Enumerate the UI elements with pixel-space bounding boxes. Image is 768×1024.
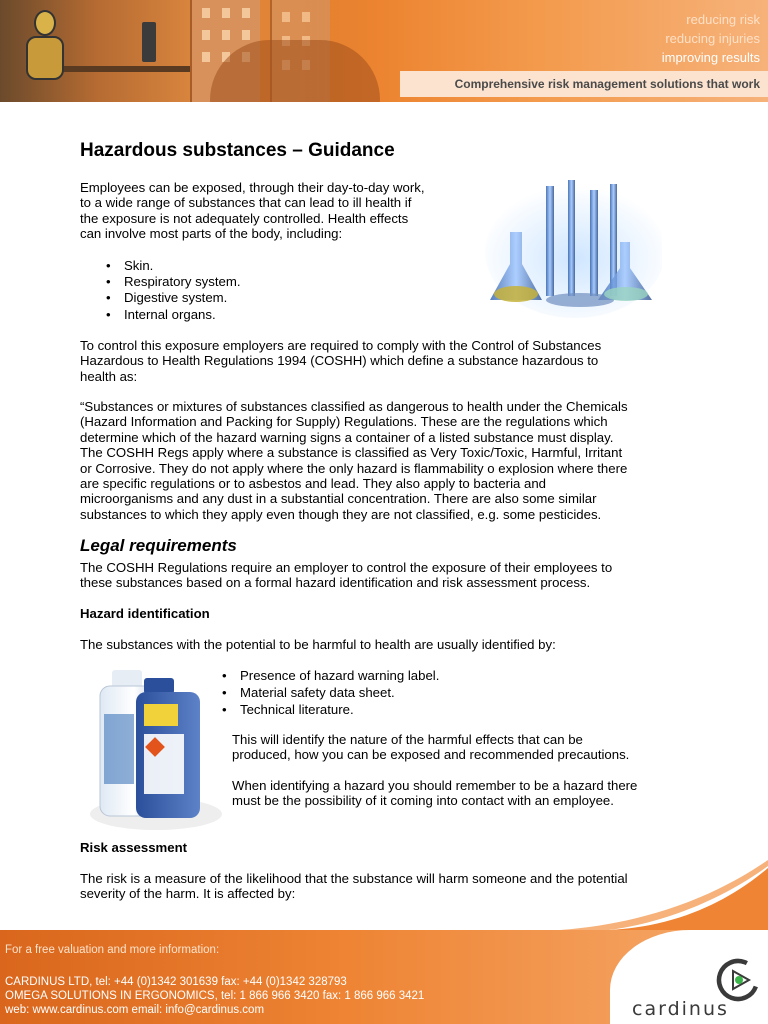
section-heading-legal: Legal requirements <box>80 536 237 555</box>
hazard-effects-paragraph: This will identify the nature of the harmful effects that can be produced, how you can be exposed and recommended precautions. <box>232 732 630 763</box>
risk-paragraph: The risk is a measure of the likelihood that the substance will harm someone and the potential severity of the harm. It is affected by: <box>80 871 628 902</box>
car-illustration <box>210 40 380 102</box>
laboratory-glassware-image <box>480 172 662 320</box>
list-item: • Respiratory system. <box>104 274 241 290</box>
list-item: • Technical literature. <box>220 702 439 719</box>
footer-wave-decoration <box>0 860 768 940</box>
tagline-line: improving results <box>661 50 760 65</box>
list-item: • Material safety data sheet. <box>220 685 439 702</box>
list-item: • Presence of hazard warning label. <box>220 668 439 685</box>
definition-quote: “Substances or mixtures of substances classified as dangerous to health under the Chemicals (Hazard Information and Packing for Supply) Regulations. These are the regulations which determine which of the hazard warning signs a container of a listed substance must display. The COSHH Regs apply where a substance is classified as Very Toxic/Toxic, Harmful, Irritant or Corrosive. They do not apply where the only hazard is flammability o explosion where there are specific regulations or to asbestos and lead. They also apply to bacteria and microorganisms and any dust in a substantial concentration. There are also some similar substances to which they apply even though they are not classified, e.g. some pesticides. <box>80 399 628 522</box>
chemical-bottles-image <box>82 664 222 832</box>
body-parts-list <box>104 258 241 323</box>
header-photo <box>0 0 385 102</box>
legal-paragraph: The COSHH Regulations require an employer to control the exposure of their employees to these substances based on a formal hazard identification and risk assessment process. <box>80 560 613 591</box>
footer-contact-omega: OMEGA SOLUTIONS IN ERGONOMICS, tel: 1 866 966 3420 fax: 1 866 966 3421 <box>5 990 425 1002</box>
subheading-hazard-identification: Hazard identification <box>80 606 210 621</box>
hazard-sources-list <box>220 668 439 718</box>
subheading-risk-assessment: Risk assessment <box>80 840 188 855</box>
hazard-intro: The substances with the potential to be harmful to health are usually identified by: <box>80 637 556 652</box>
footer-contact-cardinus: CARDINUS LTD, tel: +44 (0)1342 301639 fax: +44 (0)1342 328793 <box>5 976 347 988</box>
footer-free-valuation: For a free valuation and more information: <box>5 944 220 956</box>
list-item: • Skin. <box>104 258 241 274</box>
footer-web-email: web: www.cardinus.com email: info@cardinus.com <box>5 1004 265 1016</box>
page-header <box>0 0 768 102</box>
hazard-contact-paragraph: When identifying a hazard you should remember to be a hazard there must be the possibility of it coming into contact with an employee. <box>232 778 638 809</box>
tagline-line: reducing risk <box>686 12 760 27</box>
coshh-paragraph: To control this exposure employers are required to comply with the Control of Substances Hazardous to Health Regulations 1994 (COSHH) which define a substance hazardous to health as: <box>80 338 602 384</box>
header-strapline <box>400 71 768 97</box>
tagline-line: reducing injuries <box>665 31 760 46</box>
page-title: Hazardous substances – Guidance <box>80 140 395 161</box>
strapline-text: Comprehensive risk management solutions that work <box>454 77 760 91</box>
crash-test-dummy-illustration <box>16 6 76 102</box>
cardinus-logo-text: cardinus <box>632 998 729 1020</box>
list-item: • Internal organs. <box>104 307 241 323</box>
list-item: • Digestive system. <box>104 290 241 306</box>
header-tagline <box>662 10 760 67</box>
intro-paragraph: Employees can be exposed, through their day-to-day work, to a wide range of substances that can lead to ill health if the exposure is not adequately controlled. Health effects can involve most parts of the body, including: <box>80 180 425 242</box>
desk-illustration <box>60 66 190 72</box>
monitor-illustration <box>142 22 156 62</box>
